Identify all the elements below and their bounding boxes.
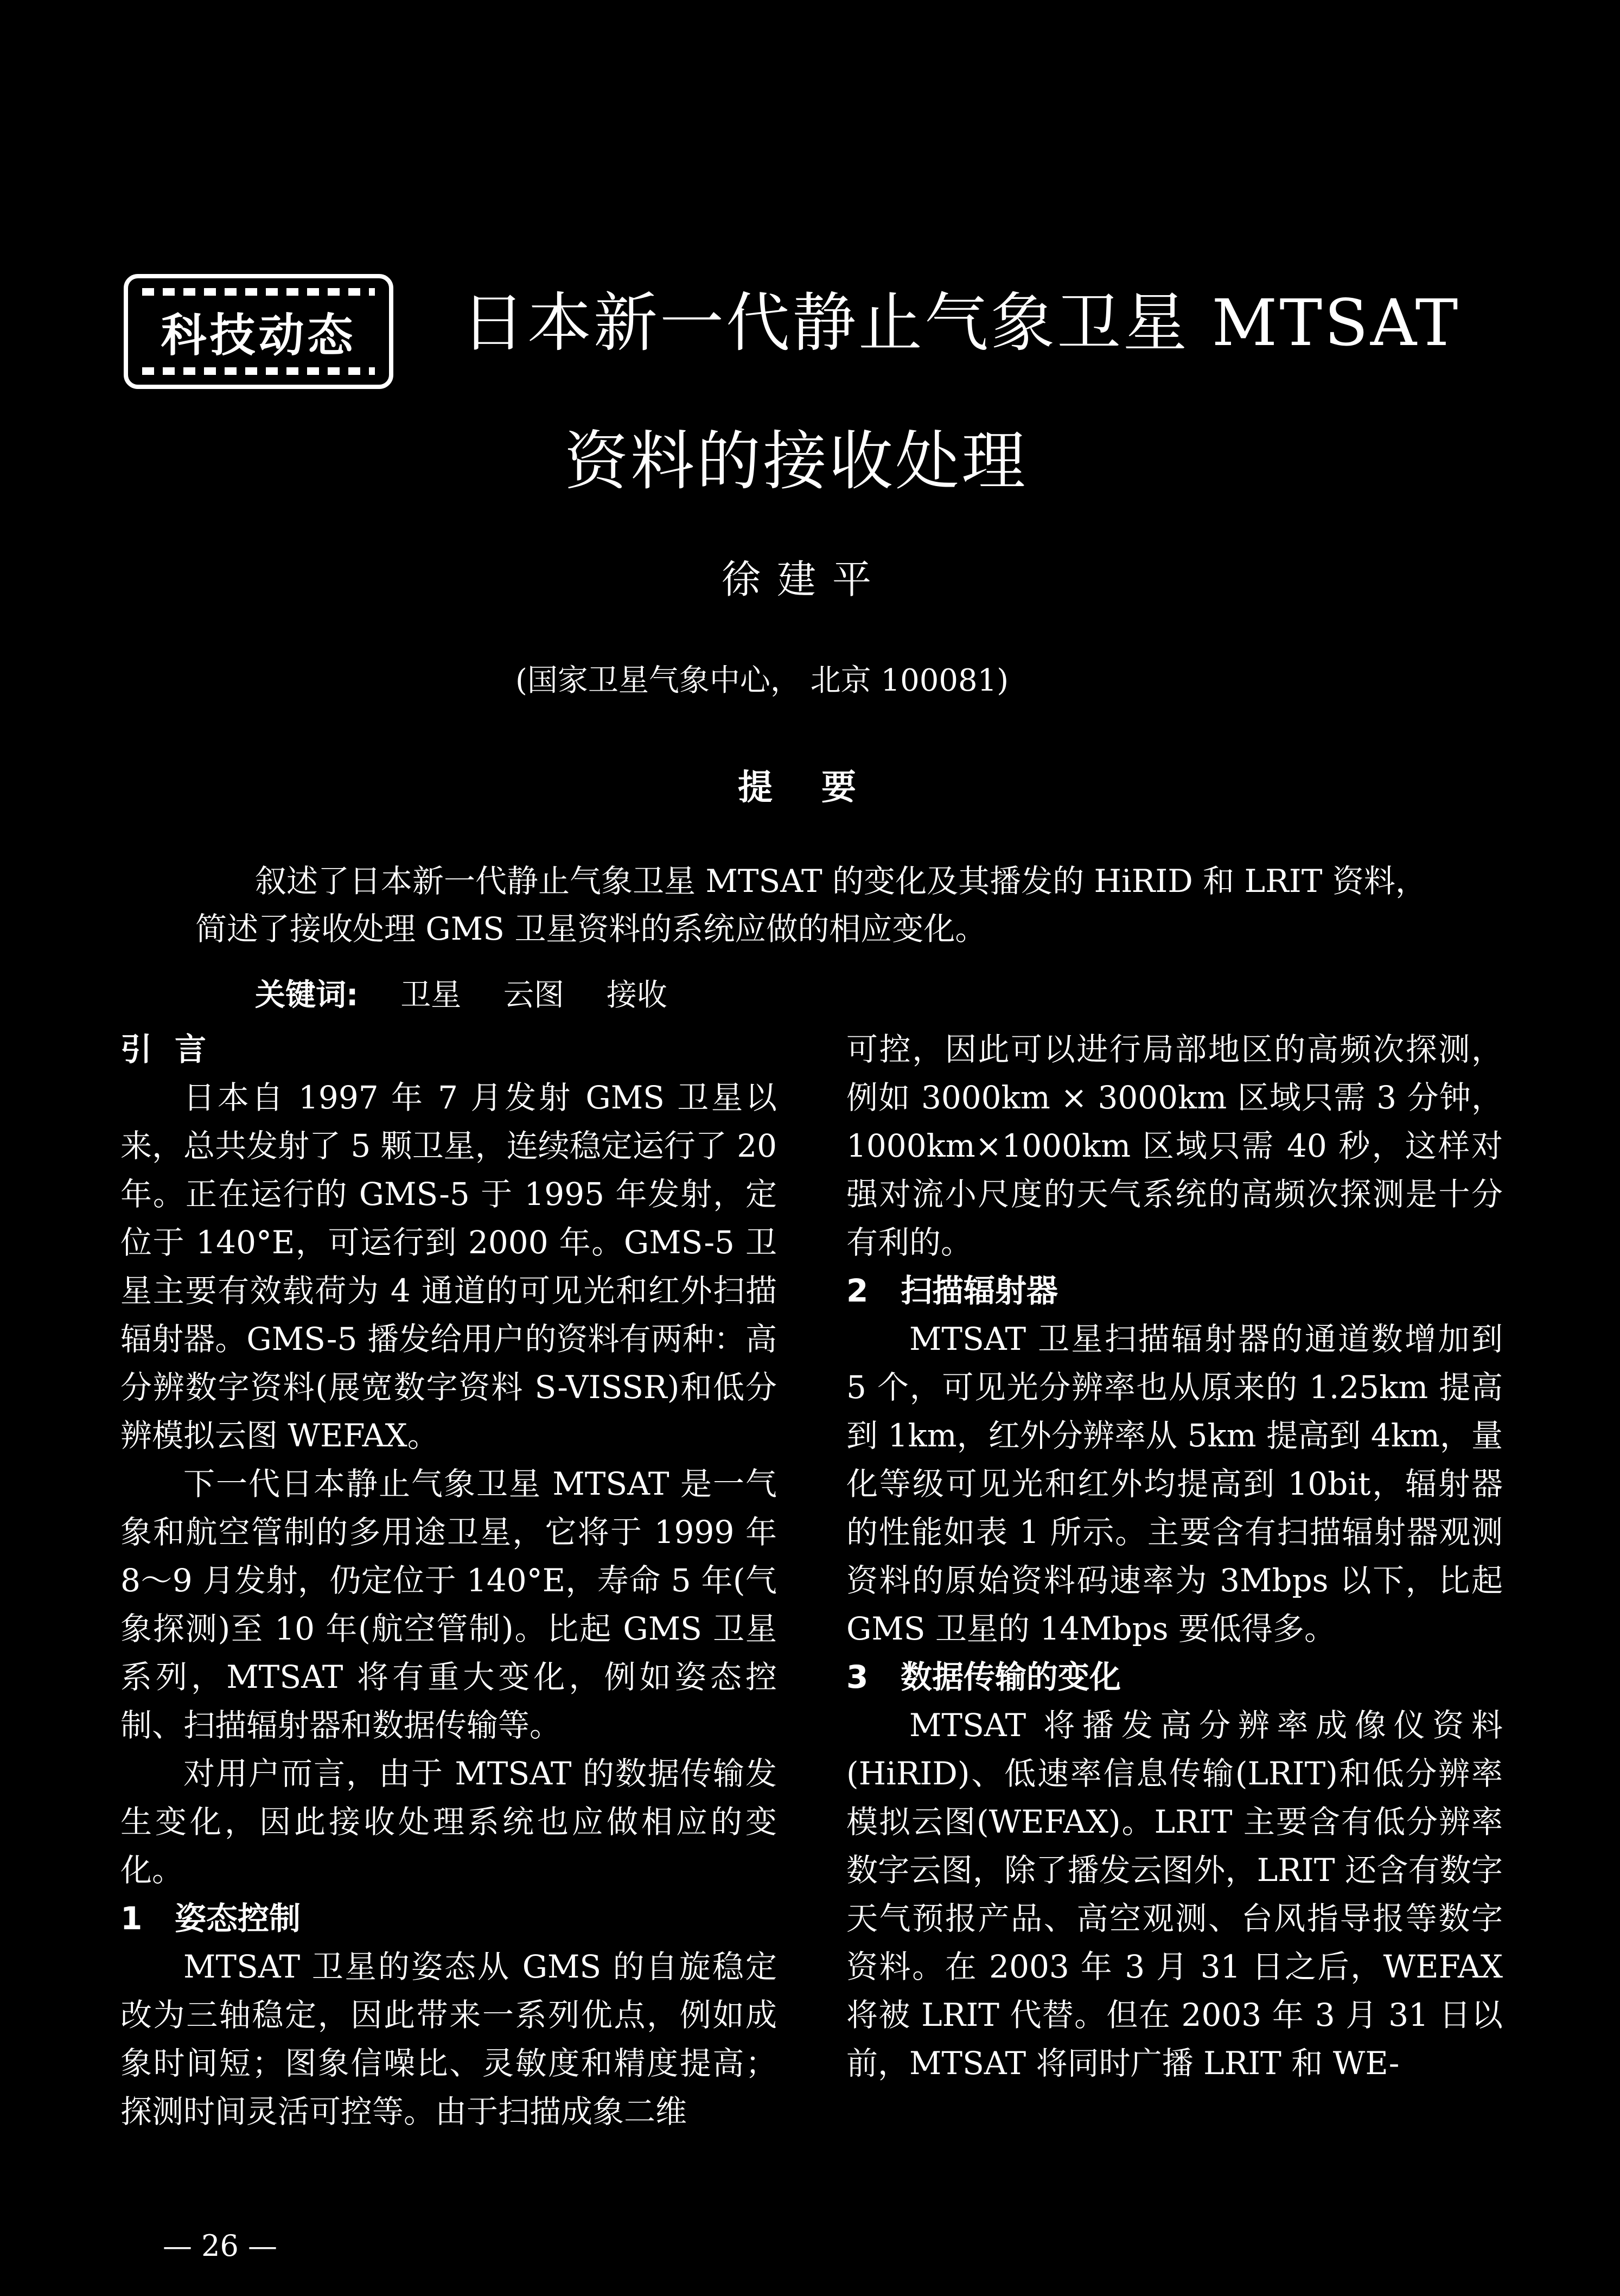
keyword: 卫星 xyxy=(400,978,462,1013)
title-line-1: 日本新一代静止气象卫星 MTSAT xyxy=(461,285,1460,360)
paragraph: MTSAT 将播发高分辨率成像仪资料(HiRID)、低速率信息传输(LRIT)和低分辨率模拟云图(WEFAX)。LRIT 主要含有低分辨率数字云图，除了播发云图外，LRIT 还含有数字天气预报产品、高空观测、台风指导报等数字资料。在 2003 年 3 月 31 日之后，WEFAX 将被 LRIT 代替。但在 2003 年 3 月 31 日以前，MTSAT 将同时广播 LRIT 和 WE- xyxy=(846,1707,1503,2082)
section-heading-intro: 引 言 xyxy=(120,1031,207,1068)
page-number: — 26 — xyxy=(163,2229,278,2263)
keyword: 云图 xyxy=(503,978,565,1013)
right-column xyxy=(846,1025,1503,2088)
affiliation: (国家卫星气象中心， 北京 100081) xyxy=(515,663,1009,698)
keywords xyxy=(255,971,667,1015)
paragraph: 对用户而言，由于 MTSAT 的数据传输发生变化，因此接收处理系统也应做相应的变化。 xyxy=(120,1755,777,1889)
abstract-text: 叙述了日本新一代静止气象卫星 MTSAT 的变化及其播发的 HiRID 和 LRIT 资料，简述了接收处理 GMS 卫星资料的系统应做的相应变化。 xyxy=(195,863,1427,947)
paragraph: 可控，因此可以进行局部地区的高频次探测，例如 3000km × 3000km 区域只需 3 分钟，1000km×1000km 区域只需 40 秒，这样对强对流小尺度的天气系统的高频次探测是十分有利的。 xyxy=(846,1031,1503,1261)
paragraph: 下一代日本静止气象卫星 MTSAT 是一气象和航空管制的多用途卫星，它将于 1999 年 8～9 月发射，仍定位于 140°E，寿命 5 年(气象探测)至 10 年(航空管制)。比起 GMS 卫星系列，MTSAT 将有重大变化，例如姿态控制、扫描辐射器和数据传输等。 xyxy=(120,1465,777,1744)
author: 徐建平 xyxy=(722,557,888,602)
column-badge xyxy=(124,274,393,389)
paragraph: MTSAT 卫星的姿态从 GMS 的自旋稳定改为三轴稳定，因此带来一系列优点，例如成象时间短；图象信噪比、灵敏度和精度提高；探测时间灵活可控等。由于扫描成象二维 xyxy=(120,1948,777,2130)
section-heading-2: 2 扫描辐射器 xyxy=(846,1272,1058,1309)
abstract-heading: 提要 xyxy=(738,768,905,808)
left-column xyxy=(120,1025,777,2136)
title-line-2: 资料的接收处理 xyxy=(564,424,1028,499)
section-heading-1: 1 姿态控制 xyxy=(120,1900,301,1937)
keyword: 接收 xyxy=(606,978,667,1013)
keywords-label: 关键词: xyxy=(255,978,359,1013)
section-heading-3: 3 数据传输的变化 xyxy=(846,1659,1121,1695)
badge-label: 科技动态 xyxy=(161,308,356,362)
paragraph: MTSAT 卫星扫描辐射器的通道数增加到 5 个，可见光分辨率也从原来的 1.25km 提高到 1km，红外分辨率从 5km 提高到 4km，量化等级可见光和红外均提高到 10bit，辐射器的性能如表 1 所示。主要含有扫描辐射器观测资料的原始资料码速率为 3Mbps 以下，比起 GMS 卫星的 14Mbps 要低得多。 xyxy=(846,1321,1503,1647)
paragraph: 日本自 1997 年 7 月发射 GMS 卫星以来，总共发射了 5 颗卫星，连续稳定运行了 20 年。正在运行的 GMS-5 于 1995 年发射，定位于 140°E，可运行到 2000 年。GMS-5 卫星主要有效载荷为 4 通道的可见光和红外扫描辐射器。GMS-5 播发给用户的资料有两种：高分辨数字资料(展宽数字资料 S-VISSR)和低分辨模拟云图 WEFAX。 xyxy=(120,1079,777,1454)
